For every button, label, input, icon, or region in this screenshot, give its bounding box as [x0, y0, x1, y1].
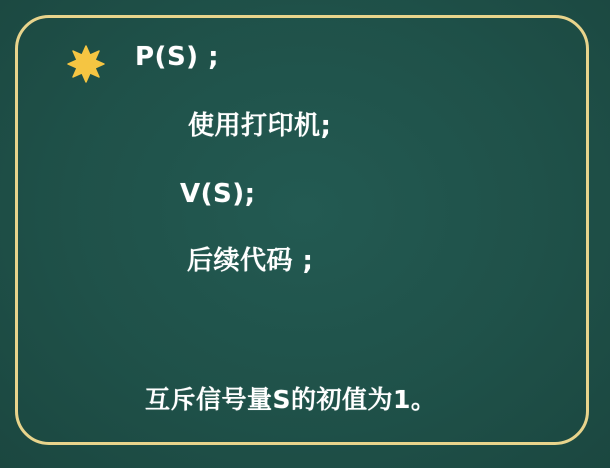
- code-line-use-printer: 使用打印机;: [188, 111, 332, 141]
- star-bullet-icon: [66, 44, 106, 84]
- code-line-p-operation: P(S) ;: [135, 42, 219, 72]
- code-line-subsequent-code: 后续代码 ;: [187, 246, 314, 276]
- semaphore-initial-value-note: 互斥信号量S的初值为1。: [145, 385, 437, 414]
- code-line-v-operation: V(S);: [180, 179, 256, 209]
